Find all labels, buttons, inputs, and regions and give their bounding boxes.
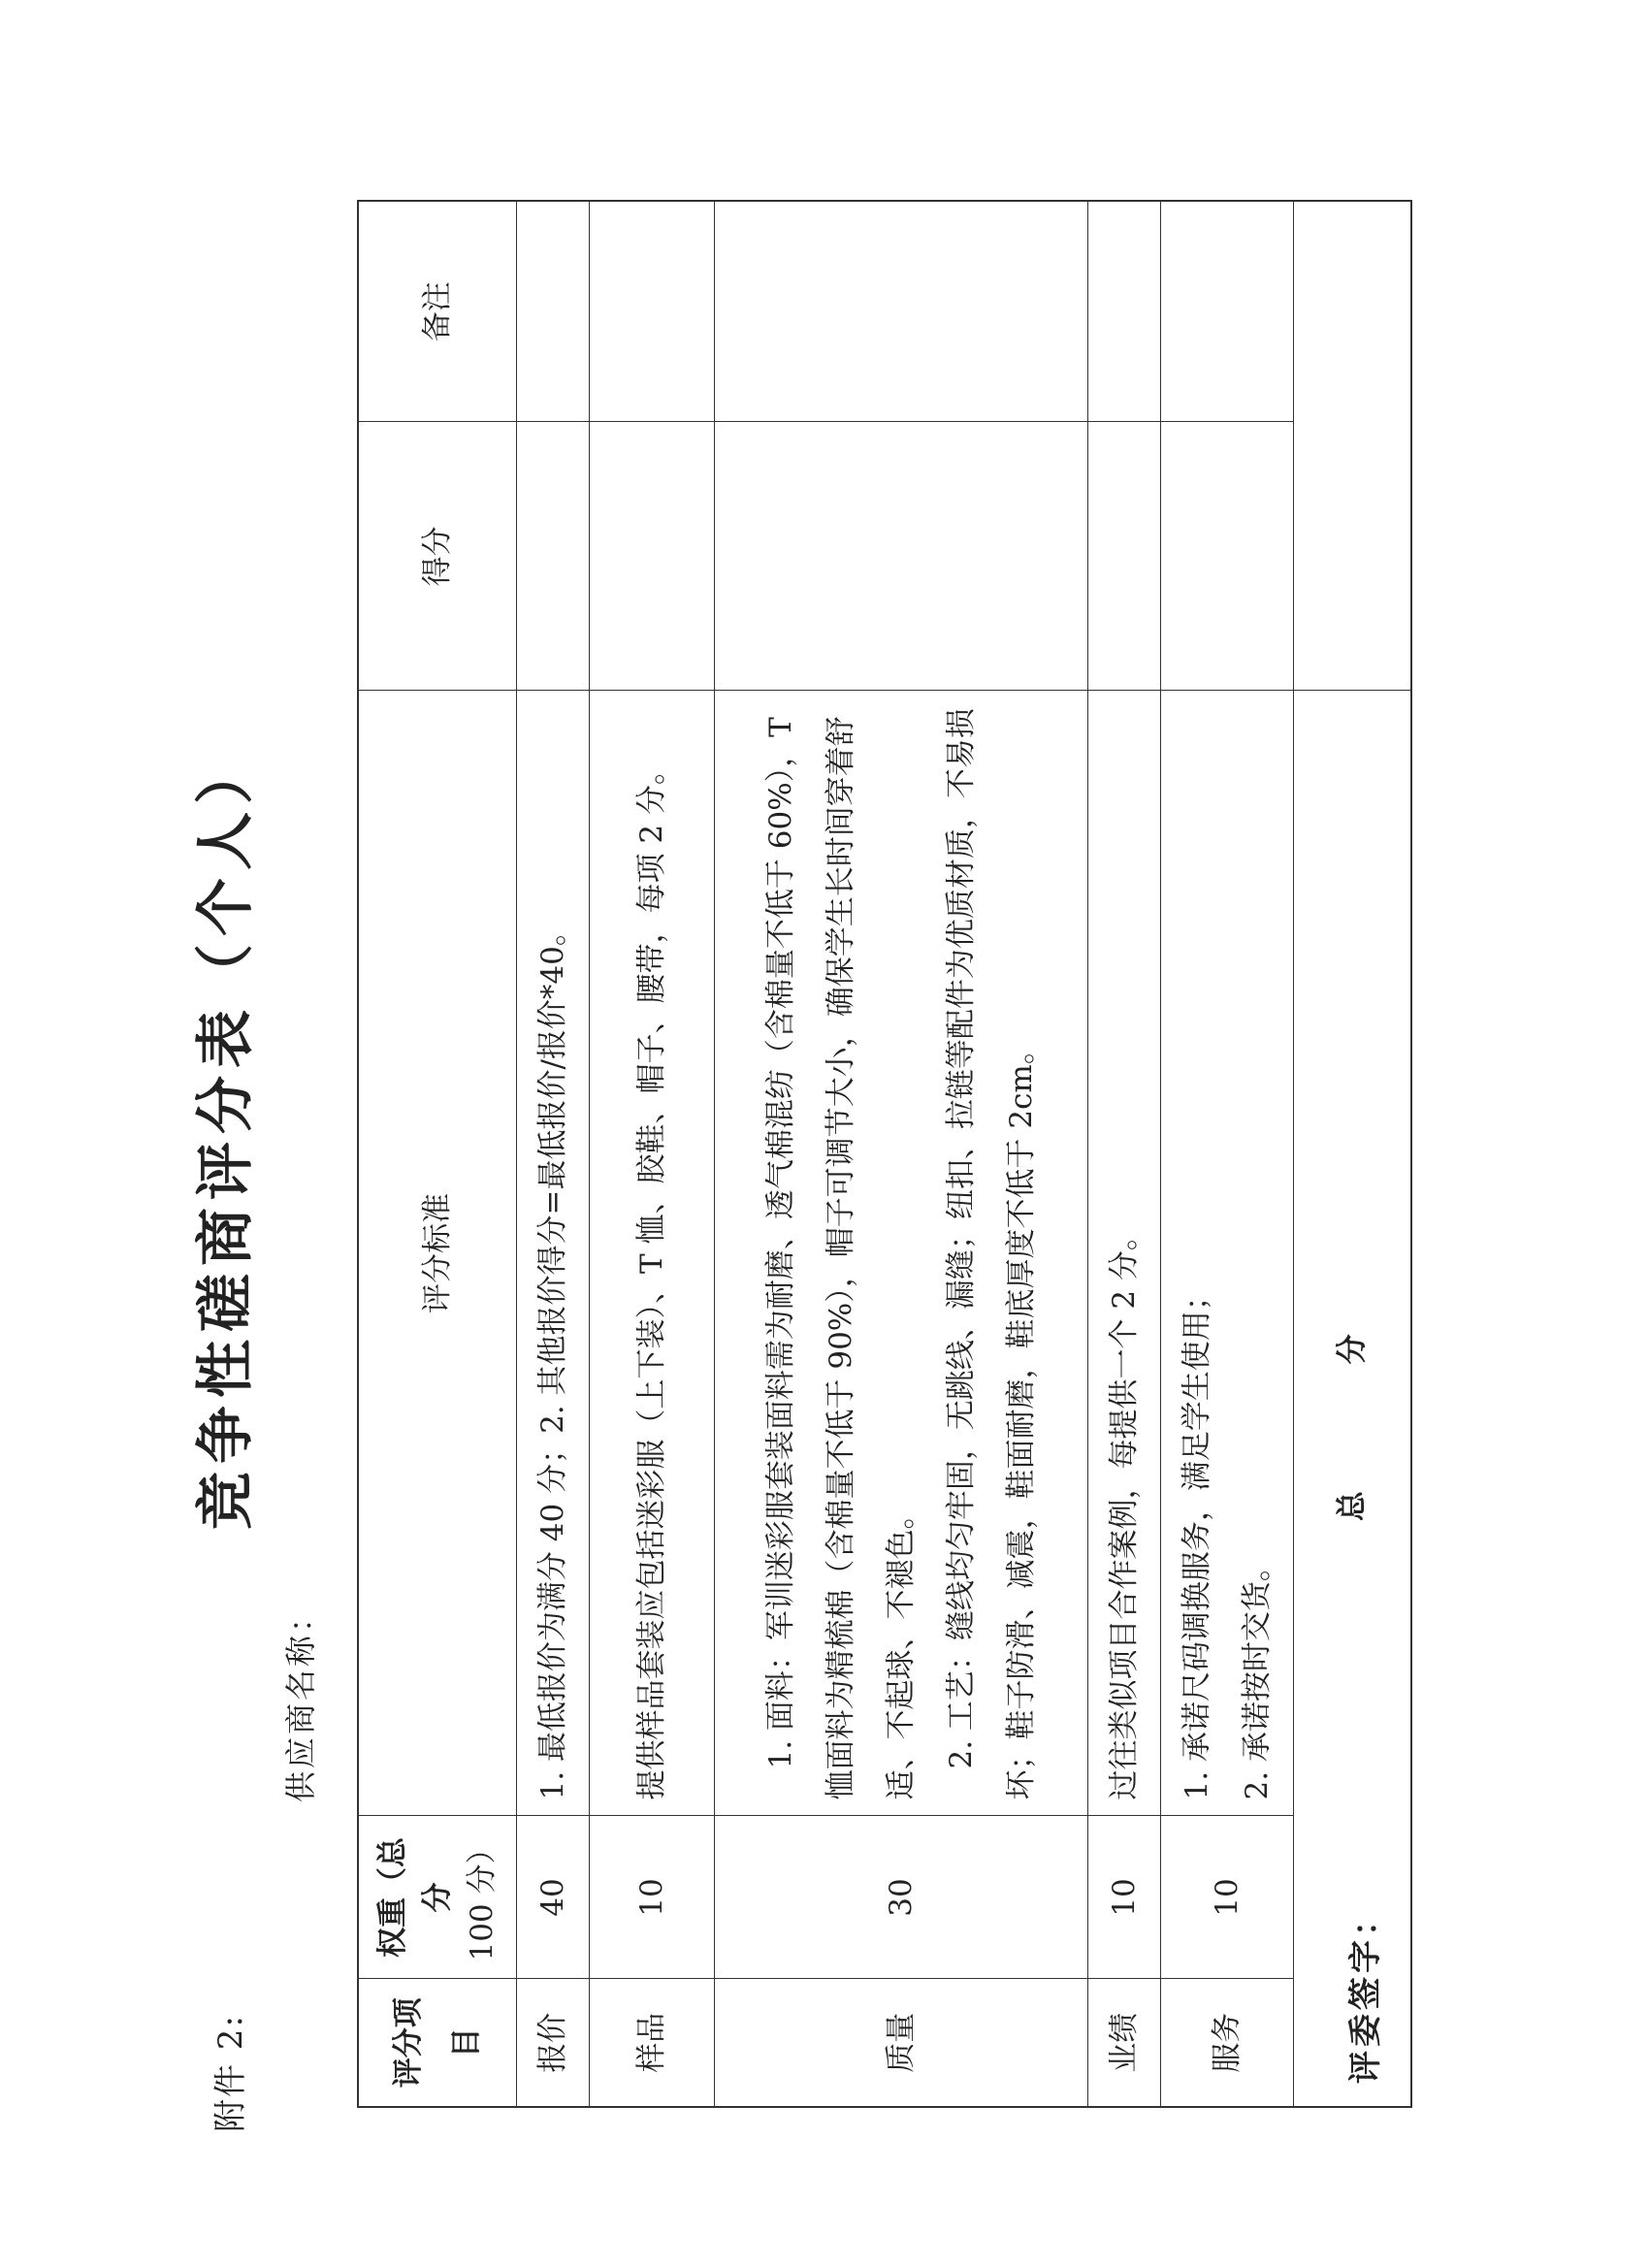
table-row-sample	[590, 201, 715, 2107]
score-cell[interactable]	[590, 422, 715, 691]
row-weight: 10	[1088, 1816, 1161, 1979]
row-criteria	[715, 691, 1088, 1816]
remark-cell[interactable]	[517, 201, 590, 422]
row-item: 样品	[590, 1979, 715, 2107]
row-criteria: 1. 最低报价为满分 40 分；2. 其他报价得分=最低报价/报价*40。	[517, 691, 590, 1816]
header-score: 得分	[358, 422, 517, 691]
criteria-line: 2. 承诺按时交货。	[1240, 1551, 1275, 1800]
header-weight-line1: 权重（总分	[375, 1837, 455, 1958]
remark-cell[interactable]	[590, 201, 715, 422]
attachment-label: 附件 2:	[211, 2014, 250, 2132]
header-weight-line2: 100 分）	[465, 1833, 500, 1961]
total-score-cell[interactable]	[1294, 201, 1412, 691]
row-item: 服务	[1161, 1979, 1294, 2107]
row-item: 报价	[517, 1979, 590, 2107]
header-weight	[358, 1816, 517, 1979]
header-item: 评分项目	[358, 1979, 517, 2107]
scoring-table	[357, 200, 1412, 2108]
score-cell[interactable]	[1161, 422, 1294, 691]
remark-cell[interactable]	[1088, 201, 1161, 422]
row-weight: 10	[590, 1816, 715, 1979]
score-cell[interactable]	[715, 422, 1088, 691]
row-criteria: 过往类似项目合作案例，每提供一个 2 分。	[1088, 691, 1161, 1816]
row-item: 业绩	[1088, 1979, 1161, 2107]
supplier-name-label: 供应商名称：	[282, 1598, 319, 1802]
row-weight: 10	[1161, 1816, 1294, 1979]
row-criteria: 提供样品套装应包括迷彩服（上下装）、T 恤、胶鞋、帽子、腰带，每项 2 分。	[590, 691, 715, 1816]
criteria-line: 1. 面料：军训迷彩服套装面料需为耐磨、透气棉混纺（含棉量不低于 60%），T 恤面料为精梳棉（含棉量不低于 90%），帽子可调节大小，确保学生长时间穿着舒适、不起球、不褪色。	[763, 716, 919, 1800]
criteria-line: 2. 工艺：缝线均匀牢固，无跳线、漏缝；纽扣、拉链等配件为优质材质，不易损坏；鞋子防滑、减震，鞋面耐磨，鞋底厚度不低于 2cm。	[944, 708, 1039, 1800]
row-item: 质量	[715, 1979, 1088, 2107]
remark-cell[interactable]	[1161, 201, 1294, 422]
criteria-line: 1. 承诺尺码调换服务，满足学生使用；	[1180, 1280, 1214, 1800]
remark-cell[interactable]	[715, 201, 1088, 422]
table-header-row	[358, 201, 517, 2107]
table-row-total	[1294, 201, 1412, 2107]
table-row-service	[1161, 201, 1294, 2107]
signature-label: 评委签字：	[1346, 1899, 1385, 2084]
table-row-price	[517, 201, 590, 2107]
score-cell[interactable]	[1088, 422, 1161, 691]
table-row-quality	[715, 201, 1088, 2107]
page-title: 竞争性磋商评分表（个人）	[192, 738, 260, 1530]
table-row-performance	[1088, 201, 1161, 2107]
row-weight: 30	[715, 1816, 1088, 1979]
row-criteria	[1161, 691, 1294, 1816]
row-weight: 40	[517, 1816, 590, 1979]
header-remark: 备注	[358, 201, 517, 422]
score-cell[interactable]	[517, 422, 590, 691]
total-label: 总 分	[1294, 691, 1412, 2107]
header-criteria: 评分标准	[358, 691, 517, 1816]
